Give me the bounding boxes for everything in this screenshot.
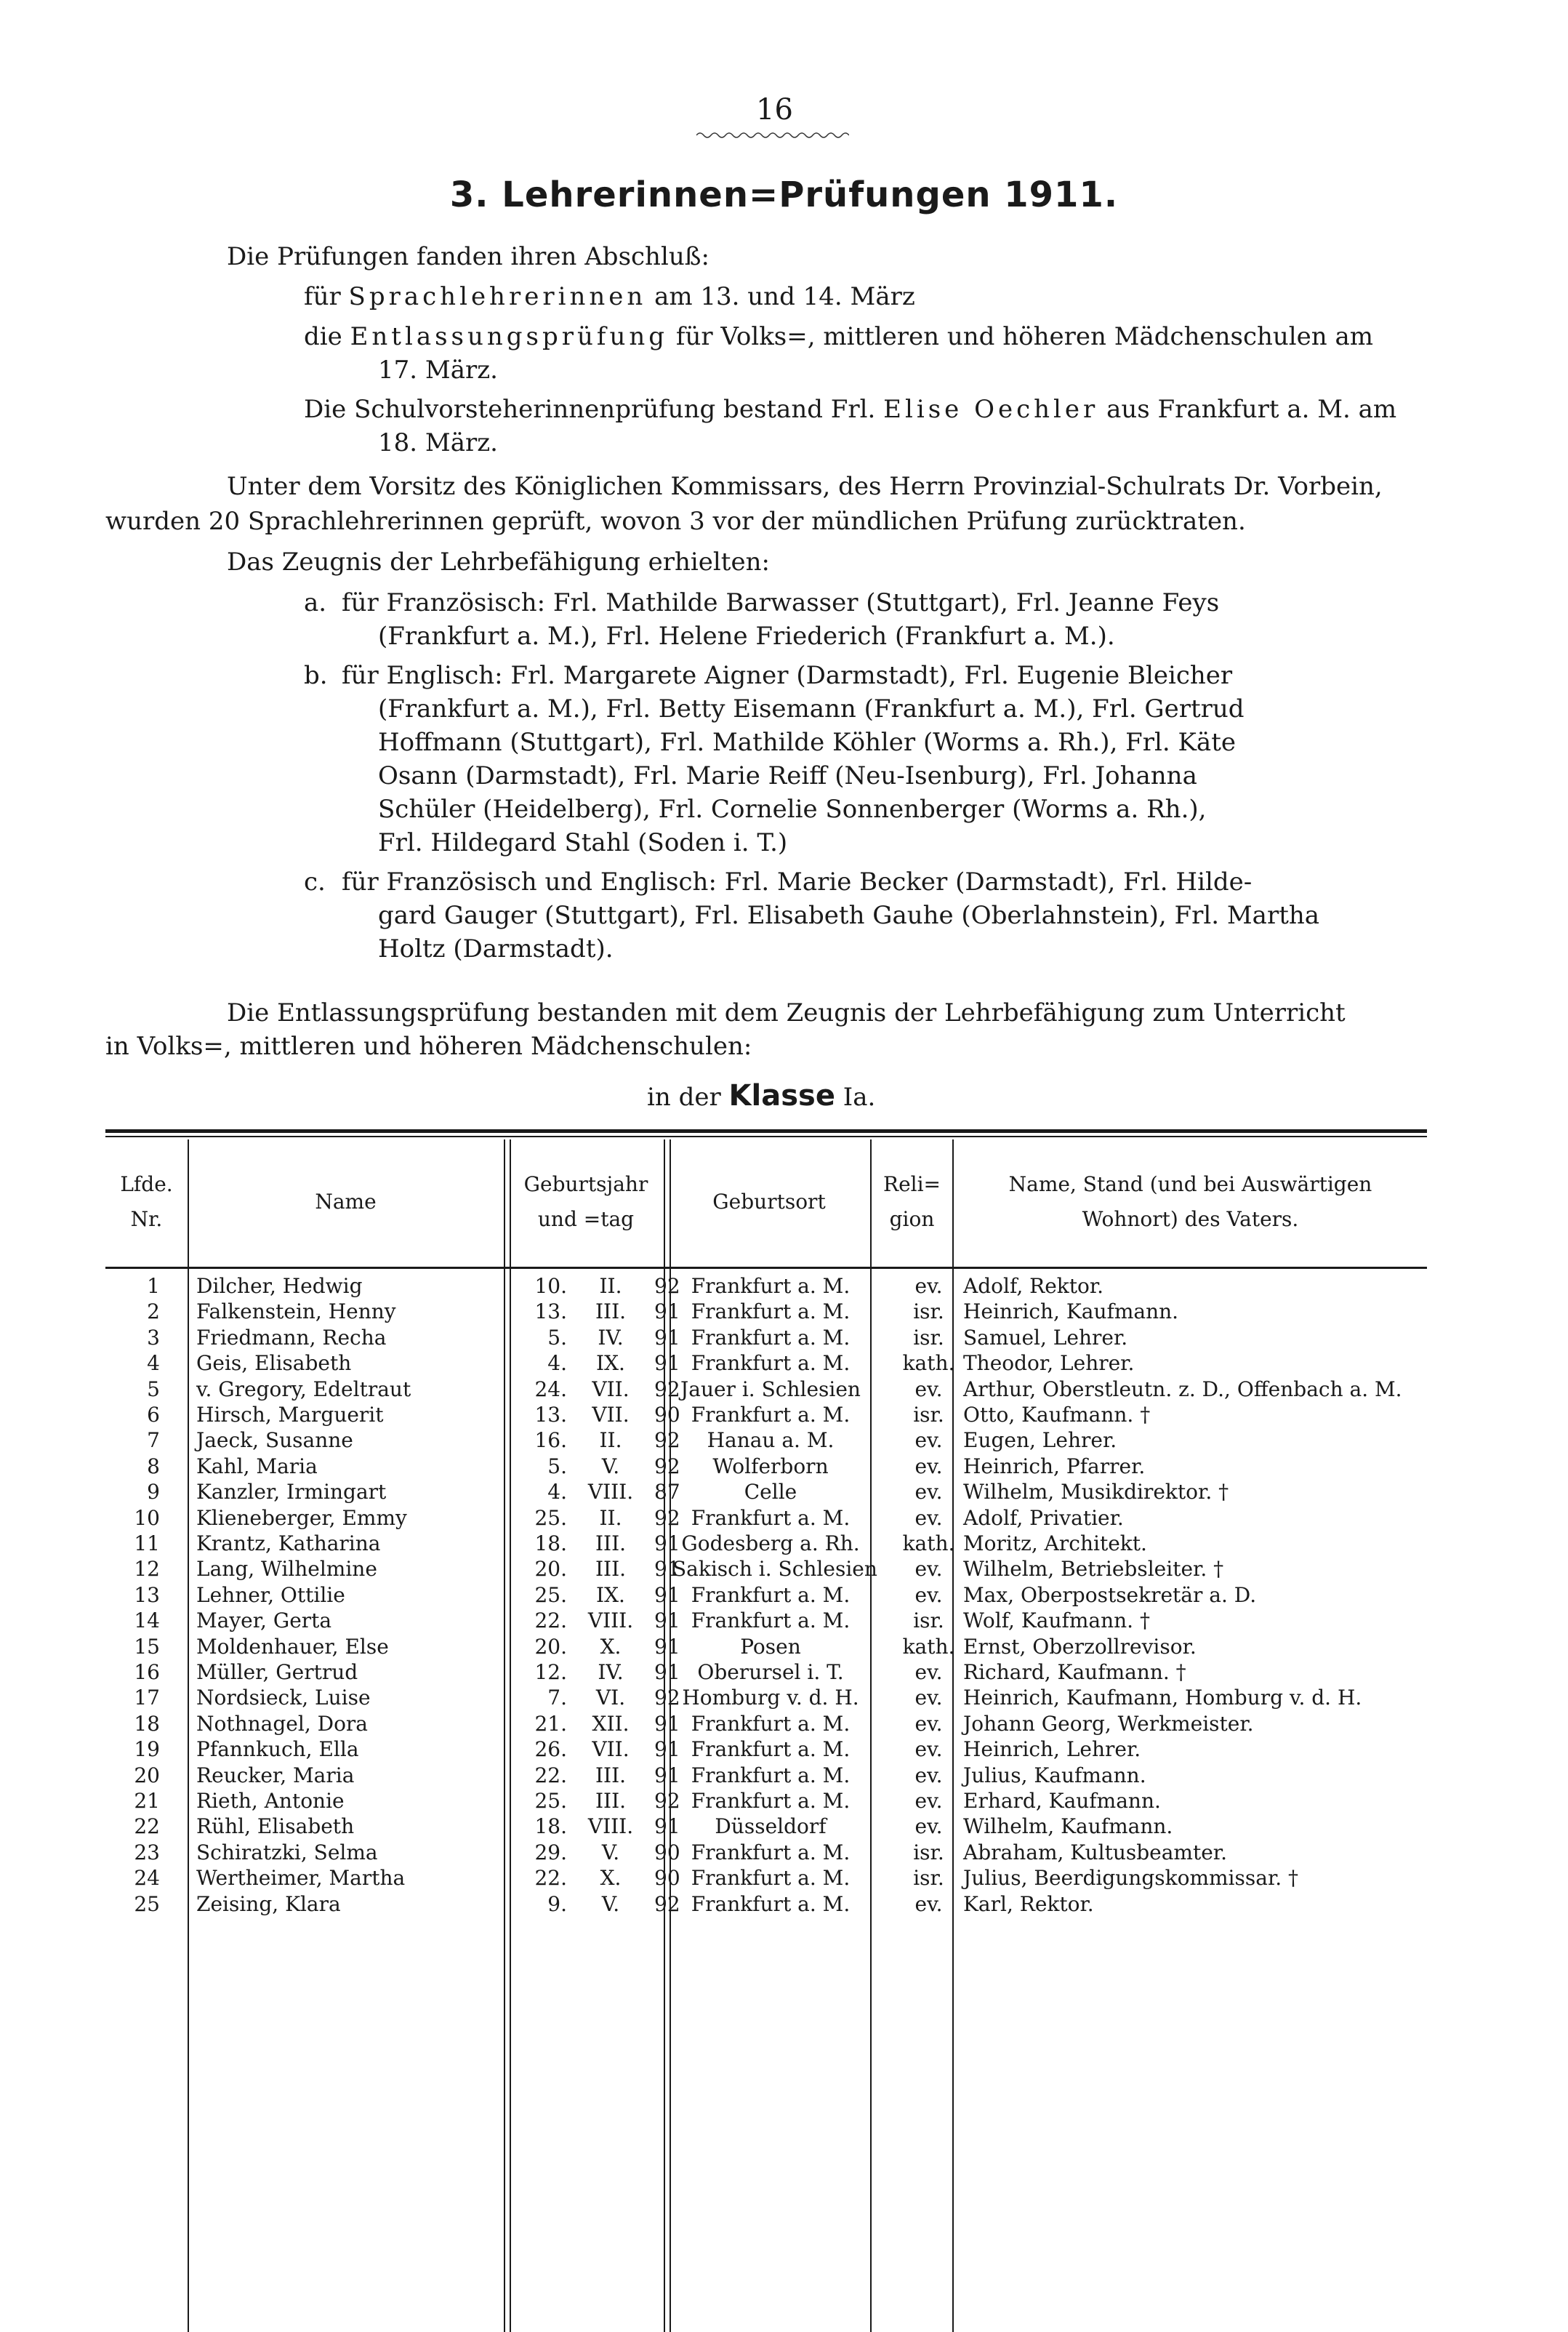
vorsitz-line-2: wurden 20 Sprachlehrerinnen geprüft, wovon 3 vor der mündlichen Prüfung zurücktraten.	[105, 507, 1246, 536]
row-birth-month: X.	[600, 1635, 622, 1659]
table-row	[105, 1659, 1427, 1685]
row-number: 14	[134, 1608, 160, 1632]
row-name: Schiratzki, Selma	[196, 1840, 378, 1864]
row-birthplace: Frankfurt a. M.	[691, 1583, 851, 1607]
row-birth-month: IV.	[598, 1660, 624, 1684]
page-number: 16	[756, 93, 793, 127]
row-religion: ev.	[914, 1377, 943, 1401]
row-number: 22	[134, 1814, 160, 1838]
row-name: Geis, Elisabeth	[196, 1351, 352, 1375]
row-birth-day: 22.	[534, 1608, 567, 1632]
table-row	[105, 1814, 1427, 1839]
intro-line-2: für Sprachlehrerinnen am 13. und 14. März	[304, 282, 915, 311]
row-birth-day: 25.	[534, 1506, 567, 1530]
row-name: Mayer, Gerta	[196, 1608, 332, 1632]
row-religion: ev.	[914, 1712, 943, 1736]
table-row	[105, 1736, 1427, 1762]
row-number: 21	[134, 1789, 160, 1813]
table-row	[105, 1273, 1427, 1299]
row-birth-month: VI.	[595, 1686, 626, 1710]
row-birthplace: Frankfurt a. M.	[691, 1763, 851, 1787]
row-name: Krantz, Katharina	[196, 1531, 381, 1555]
row-birth-month: VII.	[592, 1377, 630, 1401]
row-birthplace: Frankfurt a. M.	[691, 1351, 851, 1375]
row-father: Moritz, Architekt.	[963, 1531, 1147, 1555]
row-birth-year: 91	[654, 1583, 680, 1607]
row-birth-year: 90	[654, 1840, 680, 1864]
row-number: 24	[134, 1866, 160, 1890]
row-birthplace: Homburg v. d. H.	[682, 1686, 859, 1710]
table-row	[105, 1685, 1427, 1710]
row-father: Theodor, Lehrer.	[963, 1351, 1135, 1375]
row-birth-year: 87	[654, 1480, 680, 1504]
list-a-line-2: (Frankfurt a. M.), Frl. Helene Friederich (Frankfurt a. M.).	[378, 622, 1115, 651]
row-birth-day: 13.	[534, 1403, 567, 1427]
row-name: Pfannkuch, Ella	[196, 1737, 359, 1761]
row-father: Richard, Kaufmann. †	[963, 1660, 1186, 1684]
row-name: Rieth, Antonie	[196, 1789, 345, 1813]
row-name: Kanzler, Irmingart	[196, 1480, 387, 1504]
row-name: Rühl, Elisabeth	[196, 1814, 355, 1838]
row-birthplace: Frankfurt a. M.	[691, 1299, 851, 1323]
row-religion: ev.	[914, 1274, 943, 1298]
row-religion: isr.	[913, 1326, 944, 1350]
row-birthplace: Sakisch i. Schlesien	[672, 1557, 877, 1581]
row-number: 2	[147, 1299, 160, 1323]
row-birth-day: 25.	[534, 1583, 567, 1607]
row-birthplace: Frankfurt a. M.	[691, 1506, 851, 1530]
row-birth-month: VIII.	[587, 1814, 634, 1838]
row-name: Nordsieck, Luise	[196, 1686, 371, 1710]
row-name: Müller, Gertrud	[196, 1660, 358, 1684]
row-religion: ev.	[914, 1506, 943, 1530]
row-name: Lang, Wilhelmine	[196, 1557, 377, 1581]
table-row	[105, 1325, 1427, 1350]
klasse-heading: in der Klasse Ia.	[647, 1079, 876, 1113]
row-birth-year: 92	[654, 1789, 680, 1813]
intro-line-3: die Entlassungsprüfung für Volks=, mittleren und höheren Mädchenschulen am	[304, 322, 1374, 351]
row-birth-month: V.	[601, 1840, 620, 1864]
row-birth-month: IX.	[596, 1351, 625, 1375]
list-a-marker: a.	[304, 588, 327, 617]
row-birth-month: VIII.	[587, 1608, 634, 1632]
row-birth-month: III.	[595, 1531, 627, 1555]
row-number: 4	[147, 1351, 160, 1375]
row-number: 3	[147, 1326, 160, 1350]
row-birth-day: 25.	[534, 1789, 567, 1813]
table-row	[105, 1531, 1427, 1556]
intro-line-4b: 18. März.	[378, 428, 498, 457]
header-vater: Name, Stand (und bei Auswärtigen Wohnort) des Vaters.	[1008, 1172, 1372, 1231]
table-row	[105, 1634, 1427, 1659]
row-birthplace: Oberursel i. T.	[697, 1660, 844, 1684]
row-name: v. Gregory, Edeltraut	[196, 1377, 411, 1401]
row-birth-day: 21.	[534, 1712, 567, 1736]
row-birth-month: III.	[595, 1763, 627, 1787]
list-c-line-3: Holtz (Darmstadt).	[378, 934, 614, 963]
row-father: Karl, Rektor.	[963, 1892, 1094, 1916]
row-birth-month: II.	[599, 1428, 622, 1452]
row-religion: ev.	[914, 1892, 943, 1916]
zeugnis-intro: Das Zeugnis der Lehrbefähigung erhielten:	[227, 548, 770, 577]
row-number: 15	[134, 1635, 160, 1659]
row-birth-day: 26.	[534, 1737, 567, 1761]
table-row	[105, 1479, 1427, 1504]
row-religion: kath.	[902, 1635, 955, 1659]
row-birth-year: 91	[654, 1299, 680, 1323]
header-name: Name	[315, 1190, 377, 1214]
row-religion: isr.	[913, 1299, 944, 1323]
list-b-marker: b.	[304, 661, 328, 690]
row-religion: ev.	[914, 1763, 943, 1787]
row-birth-day: 24.	[534, 1377, 567, 1401]
row-name: Wertheimer, Martha	[196, 1866, 406, 1890]
row-birth-month: III.	[595, 1789, 627, 1813]
row-birth-year: 91	[654, 1814, 680, 1838]
row-father: Max, Oberpostsekretär a. D.	[963, 1583, 1257, 1607]
row-birthplace: Frankfurt a. M.	[691, 1892, 851, 1916]
row-birth-year: 91	[654, 1351, 680, 1375]
row-father: Adolf, Rektor.	[963, 1274, 1104, 1298]
row-birth-day: 4.	[547, 1351, 567, 1375]
intro-line-3b: 17. März.	[378, 356, 498, 385]
row-religion: ev.	[914, 1814, 943, 1838]
row-number: 9	[147, 1480, 160, 1504]
row-birthplace: Godesberg a. Rh.	[681, 1531, 860, 1555]
row-birth-year: 92	[654, 1506, 680, 1530]
row-religion: ev.	[914, 1660, 943, 1684]
vorsitz-line-1: Unter dem Vorsitz des Königlichen Kommissars, des Herrn Provinzial-Schulrats Dr. Vorbein,	[227, 472, 1383, 501]
list-b-line-1: für Englisch: Frl. Margarete Aigner (Darmstadt), Frl. Eugenie Bleicher	[342, 661, 1233, 690]
list-b-line-4: Osann (Darmstadt), Frl. Marie Reiff (Neu-Isenburg), Frl. Johanna	[378, 761, 1197, 790]
row-name: Kahl, Maria	[196, 1454, 318, 1478]
row-birth-year: 91	[654, 1557, 680, 1581]
row-religion: ev.	[914, 1557, 943, 1581]
row-birth-day: 7.	[547, 1686, 567, 1710]
row-religion: ev.	[914, 1737, 943, 1761]
row-father: Heinrich, Pfarrer.	[963, 1454, 1146, 1478]
row-birth-day: 5.	[547, 1454, 567, 1478]
list-b-line-2: (Frankfurt a. M.), Frl. Betty Eisemann (Frankfurt a. M.), Frl. Gertrud	[378, 694, 1245, 724]
row-number: 25	[134, 1892, 160, 1916]
entlassung-line-2: in Volks=, mittleren und höheren Mädchenschulen:	[105, 1032, 752, 1061]
list-a-line-1: für Französisch: Frl. Mathilde Barwasser (Stuttgart), Frl. Jeanne Feys	[342, 588, 1220, 617]
row-religion: ev.	[914, 1428, 943, 1452]
row-father: Wilhelm, Betriebsleiter. †	[963, 1557, 1224, 1581]
row-religion: isr.	[913, 1608, 944, 1632]
row-birthplace: Frankfurt a. M.	[691, 1326, 851, 1350]
row-birth-year: 91	[654, 1712, 680, 1736]
row-birth-month: III.	[595, 1299, 627, 1323]
ornament-rule	[696, 129, 849, 141]
row-father: Wolf, Kaufmann. †	[963, 1608, 1150, 1632]
row-name: Moldenhauer, Else	[196, 1635, 389, 1659]
row-number: 13	[134, 1583, 160, 1607]
table-row	[105, 1350, 1427, 1376]
table-row	[105, 1840, 1427, 1865]
row-birthplace: Frankfurt a. M.	[691, 1712, 851, 1736]
row-religion: isr.	[913, 1866, 944, 1890]
row-birthplace: Frankfurt a. M.	[691, 1866, 851, 1890]
row-birthplace: Hanau a. M.	[707, 1428, 835, 1452]
row-father: Arthur, Oberstleutn. z. D., Offenbach a. M.	[963, 1377, 1402, 1401]
row-birth-month: V.	[601, 1454, 620, 1478]
row-birth-year: 91	[654, 1531, 680, 1555]
row-religion: kath.	[902, 1351, 955, 1375]
row-birth-day: 13.	[534, 1299, 567, 1323]
row-father: Eugen, Lehrer.	[963, 1428, 1117, 1452]
row-birth-month: II.	[599, 1506, 622, 1530]
row-birth-month: IX.	[596, 1583, 625, 1607]
row-birth-year: 91	[654, 1737, 680, 1761]
row-name: Nothnagel, Dora	[196, 1712, 369, 1736]
section-title: 3. Lehrerinnen=Prüfungen 1911.	[449, 175, 1119, 215]
row-father: Abraham, Kultusbeamter.	[963, 1840, 1228, 1864]
row-birthplace: Celle	[744, 1480, 797, 1504]
list-b-line-3: Hoffmann (Stuttgart), Frl. Mathilde Köhler (Worms a. Rh.), Frl. Käte	[378, 728, 1236, 757]
row-father: Julius, Beerdigungskommissar. †	[963, 1866, 1299, 1890]
row-birth-day: 16.	[534, 1428, 567, 1452]
row-father: Wilhelm, Musikdirektor. †	[963, 1480, 1229, 1504]
row-father: Adolf, Privatier.	[963, 1506, 1124, 1530]
row-birth-day: 5.	[547, 1326, 567, 1350]
row-birth-year: 91	[654, 1326, 680, 1350]
row-birthplace: Düsseldorf	[715, 1814, 827, 1838]
row-birth-day: 18.	[534, 1531, 567, 1555]
row-birth-month: VII.	[592, 1403, 630, 1427]
row-birthplace: Wolferborn	[712, 1454, 829, 1478]
row-birth-month: VII.	[592, 1737, 630, 1761]
row-birth-year: 91	[654, 1660, 680, 1684]
table-row	[105, 1711, 1427, 1736]
row-religion: isr.	[913, 1403, 944, 1427]
row-religion: ev.	[914, 1480, 943, 1504]
row-birth-day: 22.	[534, 1763, 567, 1787]
list-c-marker: c.	[304, 868, 326, 897]
row-name: Friedmann, Recha	[196, 1326, 387, 1350]
row-birth-month: XII.	[592, 1712, 630, 1736]
row-father: Julius, Kaufmann.	[963, 1763, 1146, 1787]
table-row	[105, 1891, 1427, 1917]
row-birthplace: Frankfurt a. M.	[691, 1737, 851, 1761]
row-birth-year: 91	[654, 1635, 680, 1659]
row-birth-day: 9.	[547, 1892, 567, 1916]
row-birth-year: 92	[654, 1274, 680, 1298]
table-row	[105, 1865, 1427, 1891]
row-father: Otto, Kaufmann. †	[963, 1403, 1151, 1427]
header-ort: Geburtsort	[712, 1190, 826, 1214]
row-number: 6	[147, 1403, 160, 1427]
row-birthplace: Frankfurt a. M.	[691, 1608, 851, 1632]
row-birth-year: 92	[654, 1377, 680, 1401]
row-name: Reucker, Maria	[196, 1763, 355, 1787]
row-birthplace: Jauer i. Schlesien	[680, 1377, 861, 1401]
row-name: Dilcher, Hedwig	[196, 1274, 363, 1298]
table-rule-header	[105, 1267, 1427, 1269]
row-birth-day: 20.	[534, 1635, 567, 1659]
table-row	[105, 1763, 1427, 1788]
header-religion: Reli= gion	[882, 1172, 941, 1231]
intro-line-4: Die Schulvorsteherinnenprüfung bestand Frl. Elise Oechler aus Frankfurt a. M. am	[304, 395, 1397, 424]
row-birth-year: 90	[654, 1866, 680, 1890]
table-row	[105, 1299, 1427, 1324]
row-birth-month: IV.	[598, 1326, 624, 1350]
row-father: Ernst, Oberzollrevisor.	[963, 1635, 1197, 1659]
row-birthplace: Frankfurt a. M.	[691, 1840, 851, 1864]
row-name: Zeising, Klara	[196, 1892, 341, 1916]
row-father: Erhard, Kaufmann.	[963, 1789, 1161, 1813]
row-father: Heinrich, Lehrer.	[963, 1737, 1141, 1761]
row-religion: ev.	[914, 1583, 943, 1607]
row-birth-month: III.	[595, 1557, 627, 1581]
row-birth-year: 92	[654, 1892, 680, 1916]
row-father: Wilhelm, Kaufmann.	[963, 1814, 1173, 1838]
row-birthplace: Frankfurt a. M.	[691, 1274, 851, 1298]
row-birth-year: 92	[654, 1454, 680, 1478]
row-religion: isr.	[913, 1840, 944, 1864]
row-birthplace: Frankfurt a. M.	[691, 1403, 851, 1427]
row-name: Hirsch, Marguerit	[196, 1403, 384, 1427]
row-birth-day: 20.	[534, 1557, 567, 1581]
header-nr: Lfde. Nr.	[120, 1172, 173, 1231]
row-number: 10	[134, 1506, 160, 1530]
table-row	[105, 1788, 1427, 1814]
row-number: 16	[134, 1660, 160, 1684]
row-father: Heinrich, Kaufmann, Homburg v. d. H.	[963, 1686, 1362, 1710]
table-rule-top-thin	[105, 1136, 1427, 1137]
row-number: 5	[147, 1377, 160, 1401]
row-number: 7	[147, 1428, 160, 1452]
row-birth-day: 22.	[534, 1866, 567, 1890]
row-birthplace: Frankfurt a. M.	[691, 1789, 851, 1813]
row-birth-year: 92	[654, 1686, 680, 1710]
row-birth-day: 10.	[534, 1274, 567, 1298]
row-religion: ev.	[914, 1454, 943, 1478]
row-number: 17	[134, 1686, 160, 1710]
row-father: Heinrich, Kaufmann.	[963, 1299, 1179, 1323]
list-c-line-2: gard Gauger (Stuttgart), Frl. Elisabeth Gauhe (Oberlahnstein), Frl. Martha	[378, 901, 1320, 930]
row-name: Falkenstein, Henny	[196, 1299, 396, 1323]
row-number: 1	[147, 1274, 160, 1298]
row-birthplace: Posen	[740, 1635, 801, 1659]
entlassung-line-1: Die Entlassungsprüfung bestanden mit dem Zeugnis der Lehrbefähigung zum Unterricht	[227, 998, 1346, 1027]
row-birth-month: II.	[599, 1274, 622, 1298]
row-name: Jaeck, Susanne	[196, 1428, 353, 1452]
table-row	[105, 1427, 1427, 1453]
row-birth-year: 90	[654, 1403, 680, 1427]
row-birth-day: 29.	[534, 1840, 567, 1864]
row-birth-day: 18.	[534, 1814, 567, 1838]
list-c-line-1: für Französisch und Englisch: Frl. Marie Becker (Darmstadt), Frl. Hilde-	[342, 868, 1253, 897]
row-number: 8	[147, 1454, 160, 1478]
row-number: 11	[134, 1531, 160, 1555]
row-number: 12	[134, 1557, 160, 1581]
table-row	[105, 1505, 1427, 1531]
row-birth-year: 91	[654, 1763, 680, 1787]
table-row	[105, 1454, 1427, 1479]
row-number: 18	[134, 1712, 160, 1736]
table-rule-top	[105, 1129, 1427, 1133]
list-b-line-6: Frl. Hildegard Stahl (Soden i. T.)	[378, 828, 788, 857]
row-birth-month: V.	[601, 1892, 620, 1916]
row-name: Klieneberger, Emmy	[196, 1506, 407, 1530]
table-row	[105, 1608, 1427, 1633]
intro-line-1: Die Prüfungen fanden ihren Abschluß:	[227, 242, 709, 271]
row-father: Samuel, Lehrer.	[963, 1326, 1128, 1350]
row-name: Lehner, Ottilie	[196, 1583, 345, 1607]
row-birth-year: 92	[654, 1428, 680, 1452]
table-row	[105, 1556, 1427, 1582]
row-father: Johann Georg, Werkmeister.	[963, 1712, 1254, 1736]
row-birth-month: VIII.	[587, 1480, 634, 1504]
table-row	[105, 1377, 1427, 1402]
row-birth-day: 4.	[547, 1480, 567, 1504]
list-b-line-5: Schüler (Heidelberg), Frl. Cornelie Sonnenberger (Worms a. Rh.),	[378, 795, 1207, 824]
row-birth-day: 12.	[534, 1660, 567, 1684]
row-number: 23	[134, 1840, 160, 1864]
row-religion: kath.	[902, 1531, 955, 1555]
table-row	[105, 1402, 1427, 1427]
row-birth-year: 91	[654, 1608, 680, 1632]
row-religion: ev.	[914, 1686, 943, 1710]
table-row	[105, 1582, 1427, 1608]
row-number: 20	[134, 1763, 160, 1787]
row-religion: ev.	[914, 1789, 943, 1813]
header-geburt: Geburtsjahr und =tag	[523, 1172, 648, 1231]
row-birth-month: X.	[600, 1866, 622, 1890]
row-number: 19	[134, 1737, 160, 1761]
